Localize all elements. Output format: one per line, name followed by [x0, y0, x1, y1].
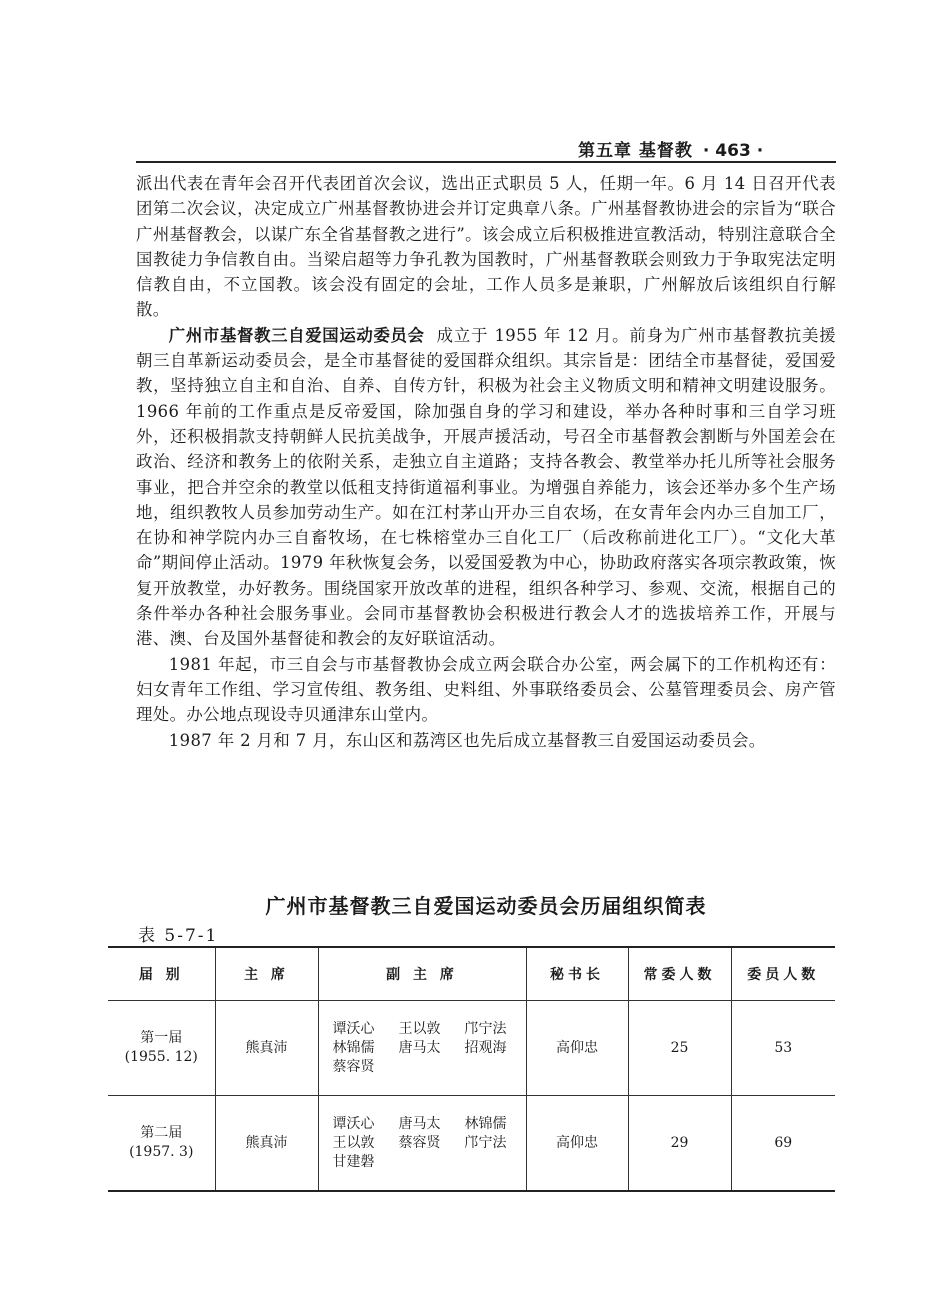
vice-name: 蔡容贤	[332, 1058, 375, 1075]
session-date: (1955. 12)	[124, 1049, 198, 1065]
chapter-title: 第五章 基督教	[578, 141, 693, 161]
cell-standing-count: 29	[628, 1096, 731, 1192]
cell-member-count: 53	[731, 1001, 835, 1096]
cell-chair: 熊真沛	[215, 1001, 318, 1096]
paragraph	[136, 171, 836, 323]
paragraph-text: 1981 年起，市三自会与市基督教协会成立两会联合办公室，两会属下的工作机构还有：妇女青年工作组、学习宣传组、教务组、史料组、外事联络委员会、公墓管理委员会、房产管理处。办公地点现设寺贝通津东山堂内。	[136, 654, 836, 725]
header-chair: 主 席	[215, 947, 318, 1001]
cell-vice-chair	[318, 1096, 526, 1192]
table-row	[108, 1001, 835, 1096]
paragraph	[136, 323, 836, 652]
roster-table	[108, 946, 835, 1192]
running-header	[578, 136, 838, 161]
vice-name: 谭沃心	[332, 1020, 375, 1037]
vice-name: 蔡容贤	[398, 1134, 441, 1151]
cell-vice-chair	[318, 1001, 526, 1096]
table-row	[108, 1096, 835, 1192]
cell-session	[108, 1001, 215, 1096]
vice-line	[333, 1020, 526, 1039]
vice-name: 王以敦	[332, 1134, 375, 1151]
vice-name: 王以敦	[398, 1020, 441, 1037]
paragraph-text: 1987 年 2 月和 7 月，东山区和荔湾区也先后成立基督教三自爱国运动委员会。	[168, 730, 766, 750]
table-title: 广州市基督教三自爱国运动委员会历届组织简表	[265, 894, 707, 918]
entry-term: 广州市基督教三自爱国运动委员会	[168, 325, 425, 345]
paragraph	[136, 652, 836, 728]
vice-line	[333, 1039, 526, 1058]
cell-session	[108, 1096, 215, 1192]
page-number: · 463 ·	[702, 141, 764, 161]
paragraph-text: 成立于 1955 年 12 月。前身为广州市基督教抗美援朝三自革新运动委员会，是全市基督徒的爱国群众组织。其宗旨是：团结全市基督徒，爱国爱教，坚持独立自主和自治、自养、自传方针，积极为社会主义物质文明和精神文明建设服务。1966 年前的工作重点是反帝爱国，除加强自身的学习和建设，举办各种时事和三自学习班外，还积极捐款支持朝鲜人民抗美战争，开展声援活动，号召全市基督教会割断与外国差会在政治、经济和教务上的依附关系，走独立自主道路；支持各教会、教堂举办托儿所等社会服务事业，把合并空余的教堂以低租支持街道福利事业。为增强自养能力，该会还举办多个生产场地，组织教牧人员参加劳动生产。如在江村茅山开办三自农场，在女青年会内办三自加工厂，在协和神学院内办三自畜牧场，在七株榕堂办三自化工厂（后改称前进化工厂）。“文化大革命”期间停止活动。1979 年秋恢复会务，以爱国爱教为中心，协助政府落实各项宗教政策，恢复开放教堂，办好教务。围绕国家开放改革的进程，组织各种学习、参观、交流，根据自己的条件举办各种社会服务事业。会同市基督教协会积极进行教会人才的选拔培养工作，开展与港、澳、台及国外基督徒和教会的友好联谊活动。	[136, 325, 837, 649]
vice-name: 招观海	[464, 1039, 507, 1056]
header-session: 届 别	[108, 947, 215, 1001]
paragraph-text: 派出代表在青年会召开代表团首次会议，选出正式职员 5 人，任期一年。6 月 14 日召开代表团第二次会议，决定成立广州基督教协进会并订定典章八条。广州基督教协进会的宗旨为“联合广州基督教会，以谋广东全省基督教之进行”。该会成立后积极推进宣教活动，特别注意联合全国教徒力争信教自由。当梁启超等力争孔教为国教时，广州基督教联会则致力于争取宪法定明信教自由，不立国教。该会没有固定的会址，工作人员多是兼职，广州解放后该组织自行解散。	[136, 174, 836, 320]
vice-line	[333, 1058, 526, 1077]
vice-name: 唐马太	[398, 1115, 441, 1132]
header-member-count: 委员人数	[731, 947, 835, 1001]
table-number: 表 5-7-1	[138, 926, 219, 946]
paragraph	[136, 728, 836, 753]
session-name: 第一届	[140, 1030, 183, 1046]
header-rule	[136, 161, 836, 163]
vice-name: 林锦儒	[332, 1039, 375, 1056]
vice-name: 甘建磐	[332, 1153, 375, 1170]
vice-name: 谭沃心	[332, 1115, 375, 1132]
body-text	[136, 171, 836, 753]
cell-secretary: 高仰忠	[526, 1001, 628, 1096]
cell-secretary: 高仰忠	[526, 1096, 628, 1192]
header-standing-count: 常委人数	[628, 947, 731, 1001]
vice-name: 邝宁法	[464, 1020, 507, 1037]
cell-member-count: 69	[731, 1096, 835, 1192]
vice-line	[333, 1153, 526, 1172]
cell-chair: 熊真沛	[215, 1096, 318, 1192]
vice-name: 邝宁法	[464, 1134, 507, 1151]
vice-line	[333, 1115, 526, 1134]
vice-name: 唐马太	[398, 1039, 441, 1056]
session-name: 第二届	[140, 1125, 183, 1141]
session-date: (1957. 3)	[129, 1144, 194, 1160]
table-header-row	[108, 947, 835, 1001]
cell-standing-count: 25	[628, 1001, 731, 1096]
vice-name: 林锦儒	[464, 1115, 507, 1132]
vice-line	[333, 1134, 526, 1153]
header-vice-chair: 副 主 席	[318, 947, 526, 1001]
header-secretary: 秘书长	[526, 947, 628, 1001]
